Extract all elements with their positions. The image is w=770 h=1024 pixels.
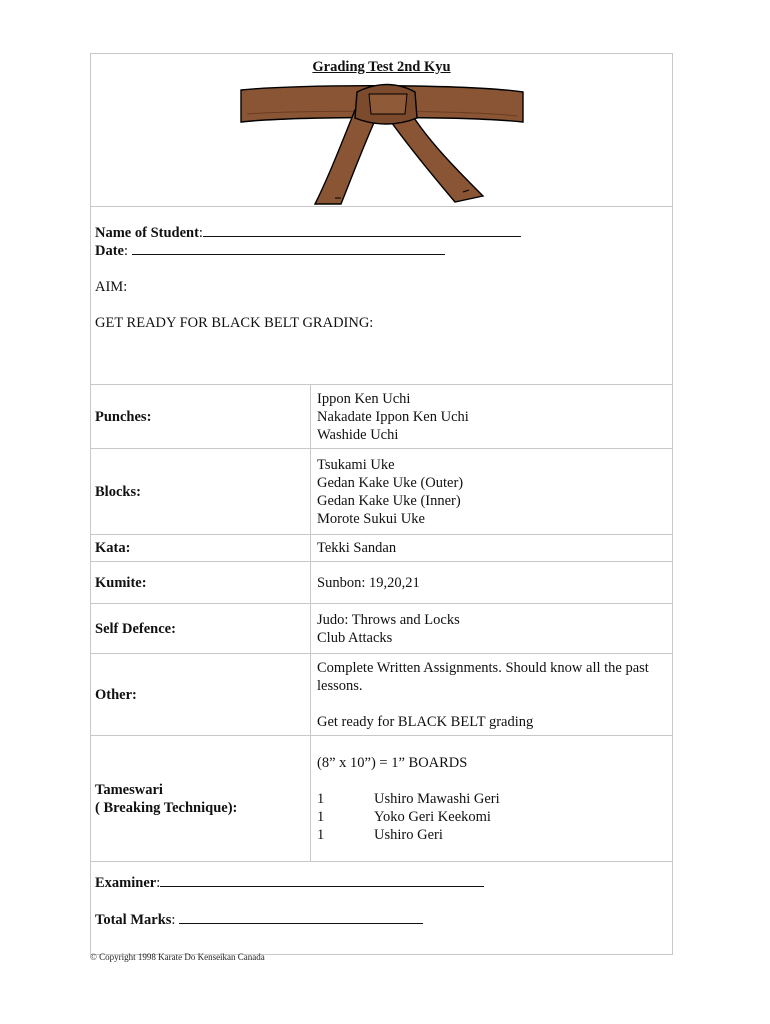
self-defence-item: Club Attacks xyxy=(317,629,393,646)
self-defence-row xyxy=(91,604,673,654)
punch-item: Ippon Ken Uchi xyxy=(317,390,411,407)
punches-label-text: Punches xyxy=(95,408,147,425)
kata-label: Kata: xyxy=(91,535,311,562)
kumite-value: Sunbon: 19,20,21 xyxy=(311,562,673,604)
spacer xyxy=(317,695,668,713)
self-defence-label: Self Defence: xyxy=(91,604,311,654)
examiner-label: Examiner xyxy=(95,875,157,891)
punch-item: Nakadate Ippon Ken Uchi xyxy=(317,408,469,425)
technique-line xyxy=(317,790,668,808)
tameswari-label-subtext: ( Breaking Technique): xyxy=(95,799,238,816)
tameswari-value xyxy=(311,736,673,862)
total-marks-label: Total Marks xyxy=(95,912,172,928)
punches-row xyxy=(91,385,673,449)
block-item: Gedan Kake Uke (Outer) xyxy=(317,474,464,491)
other-row xyxy=(91,654,673,736)
kata-value: Tekki Sandan xyxy=(311,535,673,562)
other-text: lessons. xyxy=(317,677,363,694)
other-text: Get ready for BLACK BELT grading xyxy=(317,713,534,730)
self-defence-item: Judo: Throws and Locks xyxy=(317,611,460,628)
tameswari-label xyxy=(91,736,311,862)
tameswari-row xyxy=(91,736,673,862)
other-value xyxy=(311,654,673,736)
technique-name: Ushiro Geri xyxy=(374,826,443,843)
footer-cell xyxy=(91,862,673,955)
grading-form-table xyxy=(90,53,673,955)
technique-line xyxy=(317,826,668,844)
boards-spec: (8” x 10”) = 1” BOARDS xyxy=(317,754,468,771)
date-field[interactable] xyxy=(132,242,445,255)
student-info-cell xyxy=(91,207,673,385)
technique-count: 1 xyxy=(317,826,325,843)
date-line: Date: xyxy=(95,242,668,260)
self-defence-value xyxy=(311,604,673,654)
punch-item: Washide Uchi xyxy=(317,426,399,443)
header-cell xyxy=(91,54,673,207)
kumite-row xyxy=(91,562,673,604)
block-item: Gedan Kake Uke (Inner) xyxy=(317,492,461,509)
examiner-line: Examiner: xyxy=(95,874,668,892)
technique-name: Ushiro Mawashi Geri xyxy=(374,790,500,807)
student-name-field[interactable] xyxy=(203,224,521,237)
brown-belt-illustration xyxy=(237,80,527,206)
other-label: Other: xyxy=(91,654,311,736)
kumite-label: Kumite: xyxy=(91,562,311,604)
form-title: Grading Test 2nd Kyu xyxy=(312,59,451,75)
blocks-value xyxy=(311,449,673,535)
total-marks-line: Total Marks: xyxy=(95,911,668,929)
technique-name: Yoko Geri Keekomi xyxy=(374,808,491,825)
blocks-row xyxy=(91,449,673,535)
student-name-label: Name of Student xyxy=(95,225,199,241)
total-marks-field[interactable] xyxy=(179,911,423,924)
self-defence-label-text: Self Defence xyxy=(95,620,172,637)
examiner-field[interactable] xyxy=(160,874,484,887)
aim-label: AIM: xyxy=(95,279,128,295)
spacer xyxy=(317,772,668,790)
copyright-notice: © Copyright 1998 Karate Do Kenseikan Canada xyxy=(90,952,265,962)
tameswari-label-text: Tameswari xyxy=(95,781,163,798)
student-name-line: Name of Student: xyxy=(95,224,668,242)
punches-value xyxy=(311,385,673,449)
date-label: Date xyxy=(95,243,124,259)
block-item: Morote Sukui Uke xyxy=(317,510,425,527)
technique-line xyxy=(317,808,668,826)
block-item: Tsukami Uke xyxy=(317,456,395,473)
punches-label: Punches: xyxy=(91,385,311,449)
kata-row xyxy=(91,535,673,562)
blocks-label: Blocks: xyxy=(91,449,311,535)
other-text: Complete Written Assignments. Should know all the past xyxy=(317,659,649,676)
aim-text: GET READY FOR BLACK BELT GRADING: xyxy=(95,315,374,331)
technique-count: 1 xyxy=(317,808,325,825)
technique-count: 1 xyxy=(317,790,325,807)
